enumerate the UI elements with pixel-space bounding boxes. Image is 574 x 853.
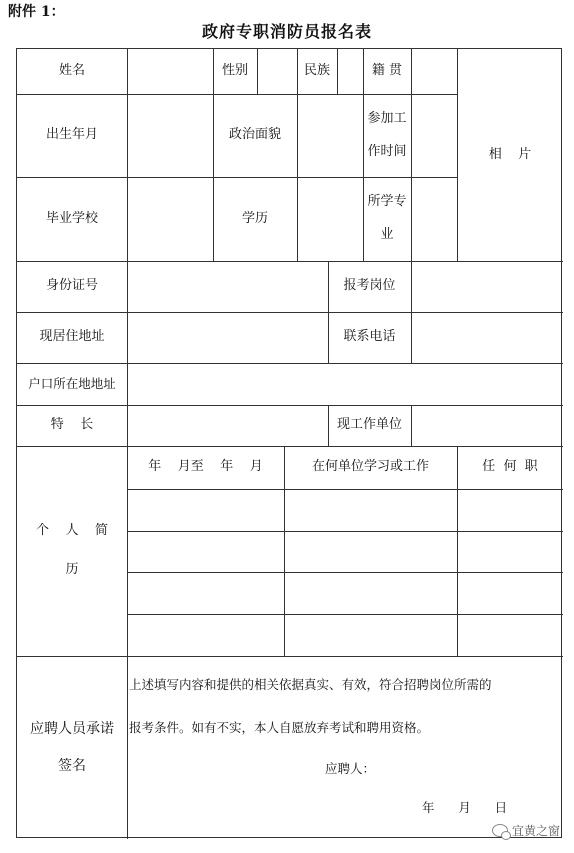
form-title: 政府专职消防员报名表 xyxy=(201,22,372,41)
date-line: 年 月 日 xyxy=(422,800,508,815)
political-status-field[interactable] xyxy=(297,94,363,177)
birth-date-label: 出生年月 xyxy=(45,127,98,143)
work-start-label-line2: 作时间 xyxy=(367,143,407,159)
pledge-text-line1: 上述填写内容和提供的相关依据真实、有效，符合招聘岗位所需的 xyxy=(129,677,492,692)
resume-label-line1: 个 人 简 xyxy=(35,523,109,539)
resume-col-period: 年 月至 年 月 xyxy=(148,459,263,475)
pledge-label-line1: 应聘人员承诺 xyxy=(30,721,114,738)
name-label: 姓名 xyxy=(58,63,85,79)
wechat-icon xyxy=(492,824,508,837)
work-start-label xyxy=(363,94,411,177)
name-field[interactable] xyxy=(127,49,213,94)
major-label xyxy=(363,177,411,261)
education-field[interactable] xyxy=(297,177,363,261)
pledge-text-line2: 报考条件。如有不实，本人自愿放弃考试和聘用资格。 xyxy=(129,720,430,735)
specialty-label: 特 长 xyxy=(50,417,94,433)
major-label-line2: 业 xyxy=(380,227,394,242)
phone-field[interactable] xyxy=(411,312,563,363)
ethnicity-label: 民族 xyxy=(303,63,330,79)
major-label-line1: 所学专 xyxy=(367,194,407,210)
watermark-text: 宜黄之窗 xyxy=(511,824,560,838)
education-label: 学历 xyxy=(241,210,268,226)
native-place-field[interactable] xyxy=(411,49,457,94)
school-label: 毕业学校 xyxy=(45,210,98,226)
applied-position-field[interactable] xyxy=(411,261,563,312)
pledge-label xyxy=(17,656,127,839)
resume-label-line2: 历 xyxy=(65,562,79,577)
school-field[interactable] xyxy=(127,177,213,261)
resume-col-unit: 在何单位学习或工作 xyxy=(311,459,429,475)
applicant-signature-label: 应聘人： xyxy=(325,761,376,776)
current-employer-label: 现工作单位 xyxy=(336,417,402,433)
political-status-label: 政治面貌 xyxy=(228,127,281,143)
id-number-field[interactable] xyxy=(127,261,328,312)
work-start-field[interactable] xyxy=(411,94,457,177)
photo-box[interactable]: 相 片 xyxy=(488,146,532,162)
phone-label: 联系电话 xyxy=(343,329,396,345)
watermark xyxy=(492,822,560,839)
attachment-label: 附件 1： xyxy=(8,4,65,20)
applied-position-label: 报考岗位 xyxy=(343,278,396,294)
current-address-label: 现居住地址 xyxy=(39,329,105,345)
birth-date-field[interactable] xyxy=(127,94,213,177)
current-employer-field[interactable] xyxy=(411,405,563,446)
specialty-field[interactable] xyxy=(127,405,328,446)
current-address-field[interactable] xyxy=(127,312,328,363)
gender-field[interactable] xyxy=(257,49,297,94)
id-number-label: 身份证号 xyxy=(45,278,98,294)
native-place-label: 籍 贯 xyxy=(371,63,403,79)
major-field[interactable] xyxy=(411,177,457,261)
registration-form xyxy=(16,48,562,838)
ethnicity-field[interactable] xyxy=(337,49,363,94)
household-address-label: 户口所在地地址 xyxy=(28,375,116,391)
work-start-label-line1: 参加工 xyxy=(367,110,407,126)
resume-col-position: 任 何 职 xyxy=(482,459,538,475)
gender-label: 性别 xyxy=(221,63,248,79)
pledge-label-line2: 签名 xyxy=(58,757,86,774)
household-address-field[interactable] xyxy=(127,363,563,405)
resume-label xyxy=(17,446,127,656)
